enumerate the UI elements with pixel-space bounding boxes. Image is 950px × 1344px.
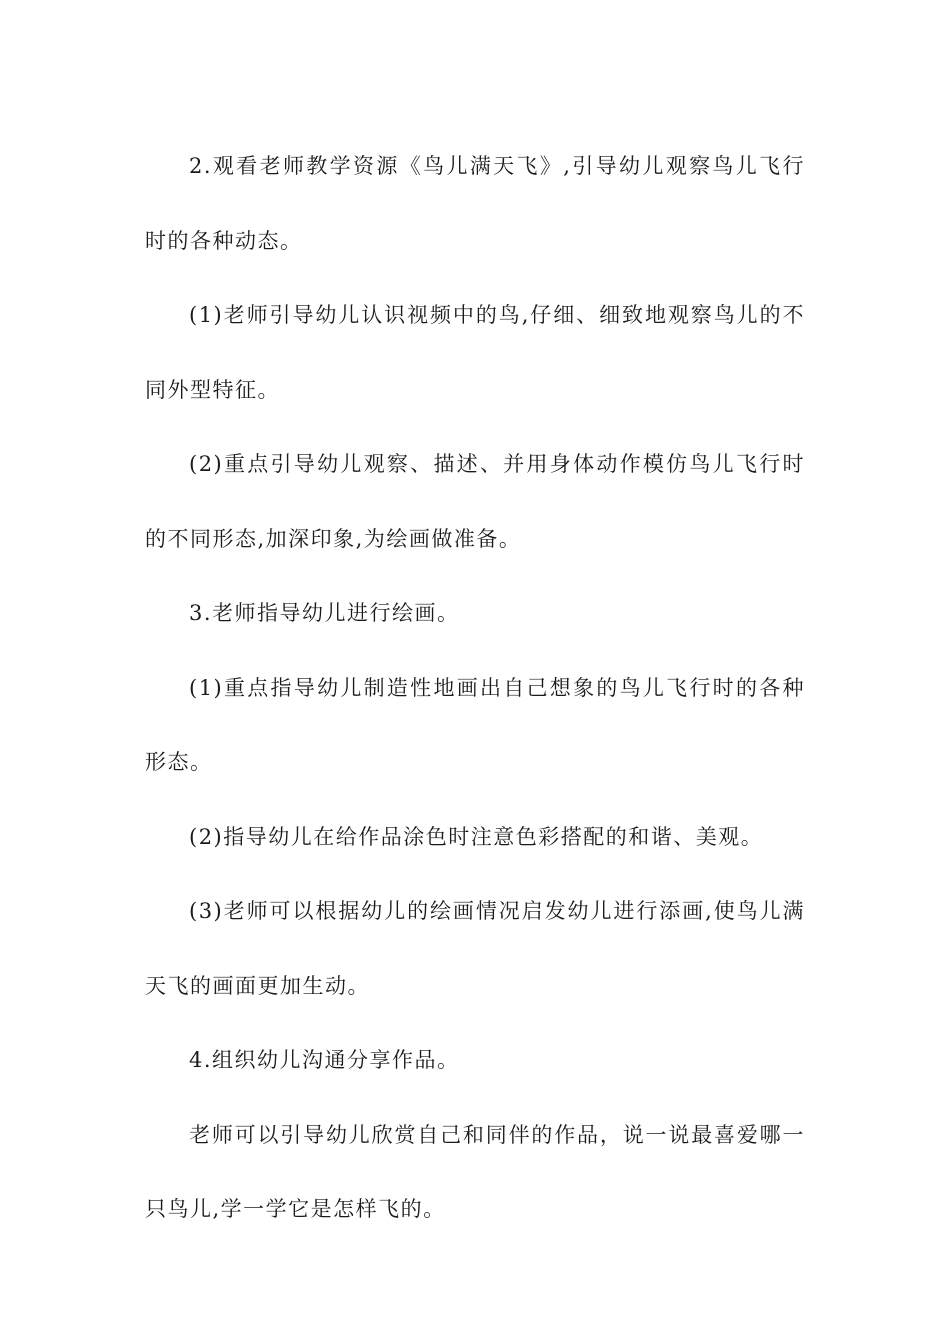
paragraph-step-2-2: (2)重点引导幼儿观察、描述、并用身体动作模仿鸟儿飞行时的不同形态,加深印象,为绘画做准备。 [145,452,805,551]
paragraph-step-3: 3.老师指导幼儿进行绘画。 [189,601,460,625]
paragraph-step-3-3: (3)老师可以根据幼儿的绘画情况启发幼儿进行添画,使鸟儿满天飞的画面更加生动。 [145,899,805,998]
document-body [145,129,805,1247]
paragraph-step-4-detail: 老师可以引导幼儿欣赏自己和同伴的作品，说一说最喜爱哪一只鸟儿,学一学它是怎样飞的。 [145,1122,805,1221]
paragraph-step-3-1: (1)重点指导幼儿制造性地画出自己想象的鸟儿飞行时的各种形态。 [145,675,805,774]
paragraph-step-2: 2.观看老师教学资源《鸟儿满天飞》,引导幼儿观察鸟儿飞行时的各种动态。 [145,154,805,253]
paragraph-step-3-2: (2)指导幼儿在给作品涂色时注意色彩搭配的和谐、美观。 [189,824,764,849]
paragraph-step-2-1: (1)老师引导幼儿认识视频中的鸟,仔细、细致地观察鸟儿的不同外型特征。 [145,303,805,402]
paragraph-step-4: 4.组织幼儿沟通分享作品。 [189,1048,460,1072]
